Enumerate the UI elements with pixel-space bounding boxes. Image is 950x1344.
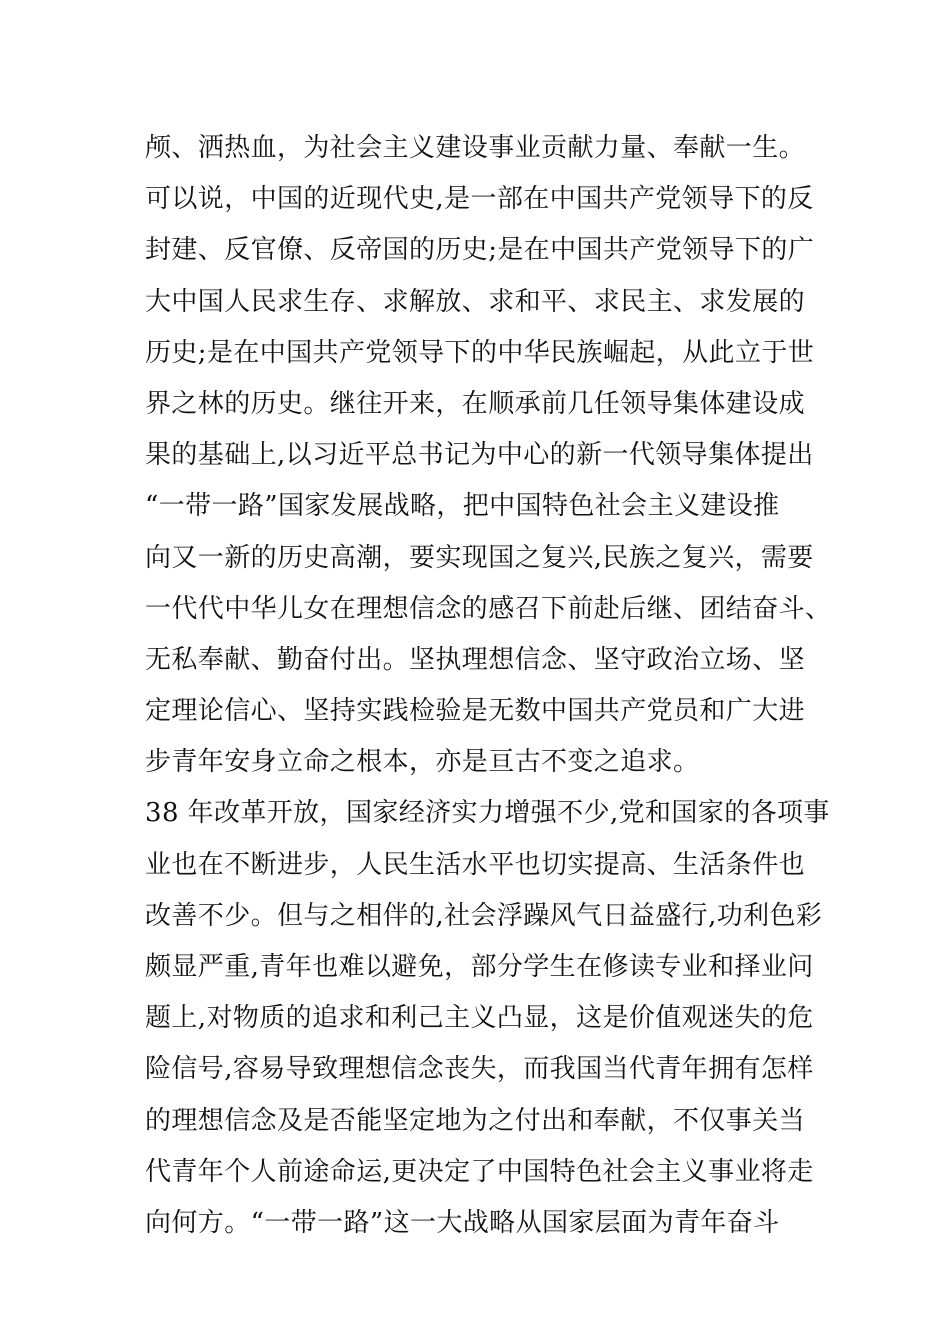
text-line: 封建、反官僚、反帝国的历史;是在中国共产党领导下的广 xyxy=(145,235,815,266)
text-line: 改善不少。但与之相伴的,社会浮躁风气日益盛行,功利色彩 xyxy=(145,900,823,931)
text-line: 无私奉献、勤奋付出。坚执理想信念、坚守政治立场、坚 xyxy=(145,644,806,675)
text-line: 历史;是在中国共产党领导下的中华民族崛起，从此立于世 xyxy=(145,337,815,368)
text-line: 38 年改革开放，国家经济实力增强不少,党和国家的各项事 xyxy=(145,798,830,829)
text-line: 可以说，中国的近现代史,是一部在中国共产党领导下的反 xyxy=(145,184,814,215)
text-line: 业也在不断进步，人民生活水平也切实提高、生活条件也 xyxy=(145,849,806,880)
text-line: 大中国人民求生存、求解放、求和平、求民主、求发展的 xyxy=(145,286,806,317)
body-text xyxy=(145,123,832,1249)
text-line: “一带一路”国家发展战略，把中国特色社会主义建设推 xyxy=(145,491,780,522)
text-line: 题上,对物质的追求和利己主义凸显，这是价值观迷失的危 xyxy=(145,1003,814,1034)
text-line: 一代代中华儿女在理想信念的感召下前赴后继、团结奋斗、 xyxy=(145,593,832,624)
text-line: 向又一新的历史高潮，要实现国之复兴,民族之复兴，需要 xyxy=(145,542,814,573)
text-line: 定理论信心、坚持实践检验是无数中国共产党员和广大进 xyxy=(145,696,806,727)
text-line: 代青年个人前途命运,更决定了中国特色社会主义事业将走 xyxy=(145,1156,814,1187)
text-line: 界之林的历史。继往开来，在顺承前几任领导集体建设成 xyxy=(145,388,806,419)
text-line: 颅、洒热血，为社会主义建设事业贡献力量、奉献一生。 xyxy=(145,133,806,163)
text-line: 险信号,容易导致理想信念丧失，而我国当代青年拥有怎样 xyxy=(145,1054,814,1085)
text-line: 步青年安身立命之根本，亦是亘古不变之追求。 xyxy=(145,747,700,778)
text-line: 向何方。“一带一路”这一大战略从国家层面为青年奋斗 xyxy=(145,1207,780,1238)
text-line: 的理想信念及是否能坚定地为之付出和奉献，不仅事关当 xyxy=(145,1105,806,1136)
text-line: 颇显严重,青年也难以避免，部分学生在修读专业和择业问 xyxy=(145,952,814,982)
text-line: 果的基础上,以习近平总书记为中心的新一代领导集体提出 xyxy=(145,440,814,471)
